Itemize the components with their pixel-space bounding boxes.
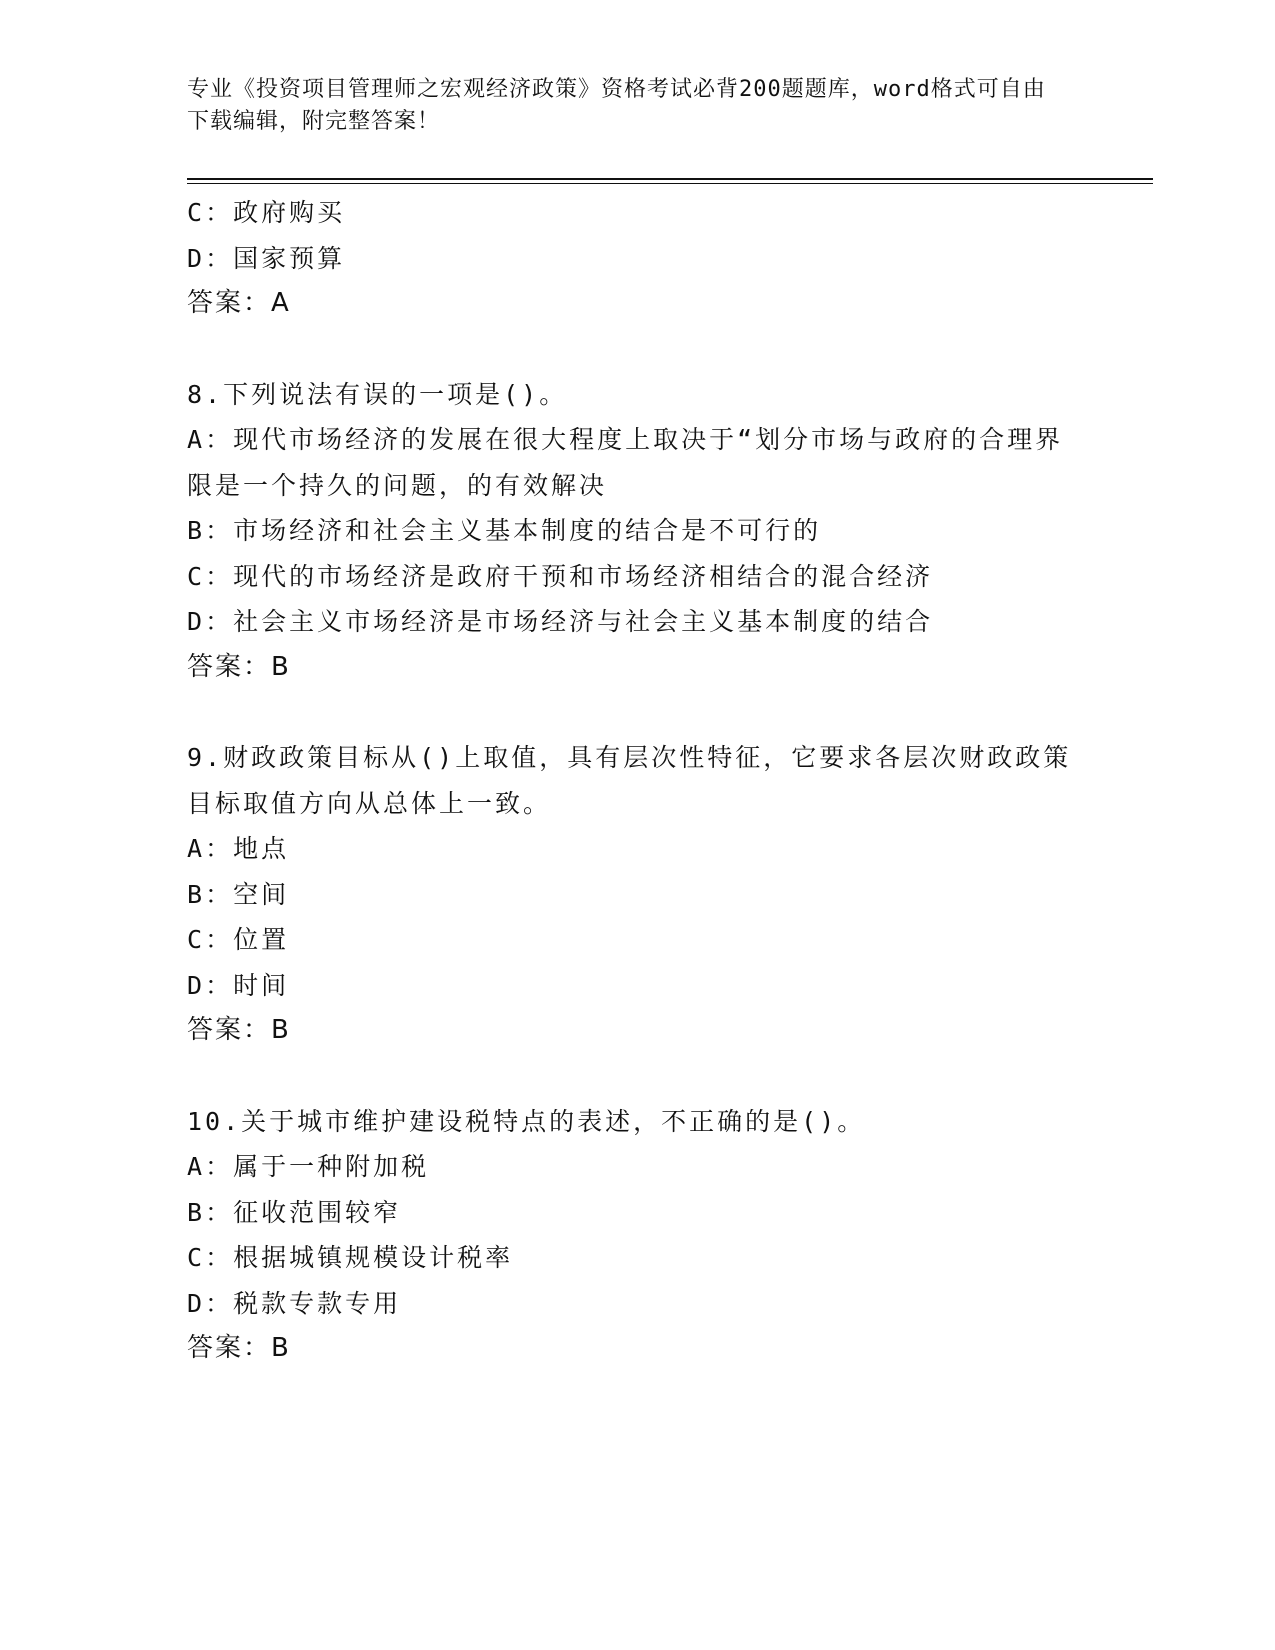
option-row: A：现代市场经济的发展在很大程度上取决于“划分市场与政府的合理界限是一个持久的问题，的有效解决 [187,425,1064,500]
question-list [187,190,1087,1372]
option-letter: C [187,561,206,591]
option-letter: B [187,879,206,909]
option-letter: A [187,425,206,454]
option-row: B：空间 [187,879,290,909]
page-header [187,74,1067,138]
option-row: B：征收范围较窄 [187,1197,402,1227]
answer-row [187,1008,1087,1054]
option-row: A：地点 [187,834,290,863]
question-number: 8. [187,379,224,409]
option-row: C：政府购买 [187,198,346,227]
question-number: 10. [187,1106,242,1136]
option-letter: D [187,243,206,273]
option-text: 属于一种附加税 [233,1152,430,1181]
answer-label: 答案： [187,651,272,682]
option-row: D：国家预算 [187,243,346,273]
option-letter: D [187,970,206,1000]
option-row: A：属于一种附加税 [187,1152,430,1181]
option-row: C：位置 [187,925,290,954]
option-text: 市场经济和社会主义基本制度的结合是不可行的 [233,516,822,545]
option-text: 位置 [233,925,290,954]
question-stem [187,1099,1087,1145]
option-row: D：税款专款专用 [187,1288,402,1318]
header-divider-thick [187,178,1153,180]
option-text: 空间 [233,879,290,909]
answer-label: 答案： [187,288,272,318]
answer-row [187,1326,1087,1372]
option-text: 国家预算 [233,243,346,273]
option-row: D：时间 [187,970,290,1000]
option-text: 征收范围较窄 [233,1197,402,1227]
question-fragment [187,190,1087,327]
answer-label: 答案： [187,1015,272,1045]
question-8 [187,372,1087,691]
question-stem [187,372,1087,418]
header-divider-thin [187,183,1153,184]
question-9 [187,735,1087,1054]
option-text: 地点 [233,834,290,863]
document-title: 专业《投资项目管理师之宏观经济政策》资格考试必背200题题库，word格式可自由下载编辑，附完整答案！ [187,77,1046,134]
answer-row [187,645,1087,691]
question-10 [187,1099,1087,1372]
option-text: 现代市场经济的发展在很大程度上取决于“划分市场与政府的合理界限是一个持久的问题，的有效解决 [187,425,1064,500]
option-letter: B [187,1197,206,1227]
option-letter: B [187,516,206,545]
option-text: 根据城镇规模设计税率 [233,1243,514,1272]
answer-value: B [271,651,291,682]
option-text: 税款专款专用 [233,1288,402,1318]
option-letter: A [187,834,206,863]
option-letter: C [187,1243,206,1272]
answer-label: 答案： [187,1333,272,1363]
option-row: D：社会主义市场经济是市场经济与社会主义基本制度的结合 [187,607,934,636]
option-row: C：现代的市场经济是政府干预和市场经济相结合的混合经济 [187,561,934,591]
answer-row [187,281,1087,327]
answer-value: B [271,1015,291,1045]
option-letter: D [187,1288,206,1318]
answer-value: B [271,1333,291,1363]
option-text: 时间 [233,970,290,1000]
option-text: 现代的市场经济是政府干预和市场经济相结合的混合经济 [233,561,934,591]
question-text: 下列说法有误的一项是()。 [223,379,568,409]
option-row: B：市场经济和社会主义基本制度的结合是不可行的 [187,516,822,545]
option-text: 政府购买 [233,198,346,227]
question-stem [187,735,1087,826]
option-letter: C [187,198,206,227]
option-letter: A [187,1152,206,1181]
option-row: C：根据城镇规模设计税率 [187,1243,514,1272]
option-text: 社会主义市场经济是市场经济与社会主义基本制度的结合 [233,607,934,636]
answer-value: A [271,288,291,318]
question-number: 9. [187,743,224,772]
question-text: 关于城市维护建设税特点的表述，不正确的是()。 [241,1106,866,1136]
option-letter: C [187,925,206,954]
question-text: 财政政策目标从()上取值，具有层次性特征，它要求各层次财政政策目标取值方向从总体上一致。 [187,743,1072,818]
option-letter: D [187,607,206,636]
